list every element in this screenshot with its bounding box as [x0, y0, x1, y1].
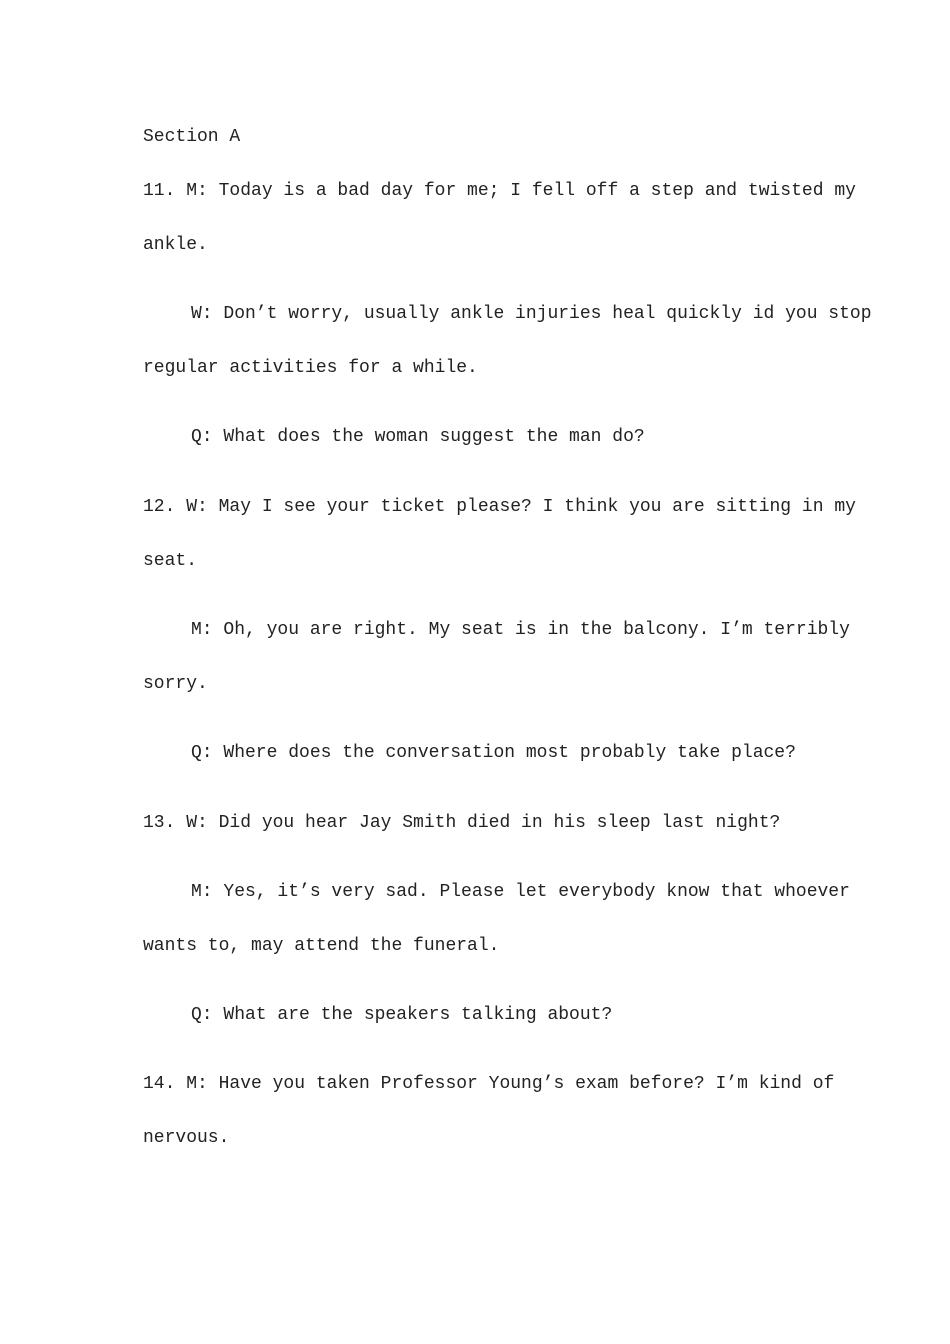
q11-man-line-cont: ankle.	[143, 235, 208, 255]
q11-woman-line: W: Don’t worry, usually ankle injuries heal quickly id you stop	[191, 304, 872, 324]
q13-man-line: M: Yes, it’s very sad. Please let everybody know that whoever	[191, 882, 850, 902]
q11-woman-line-cont: regular activities for a while.	[143, 358, 478, 378]
q12-woman-line: 12. W: May I see your ticket please? I think you are sitting in my	[143, 497, 856, 517]
q14-man-line-cont: nervous.	[143, 1128, 230, 1148]
q11-man-line: 11. M: Today is a bad day for me; I fell off a step and twisted my	[143, 181, 856, 201]
q12-man-line-cont: sorry.	[143, 674, 208, 694]
q13-man-line-cont: wants to, may attend the funeral.	[143, 936, 500, 956]
q13-question: Q: What are the speakers talking about?	[191, 1005, 613, 1025]
q14-man-line: 14. M: Have you taken Professor Young’s exam before? I’m kind of	[143, 1074, 835, 1094]
q12-question: Q: Where does the conversation most probably take place?	[191, 743, 796, 763]
section-heading: Section A	[143, 127, 241, 147]
q12-man-line: M: Oh, you are right. My seat is in the balcony. I’m terribly	[191, 620, 850, 640]
q11-question: Q: What does the woman suggest the man do?	[191, 427, 645, 447]
q13-woman-line: 13. W: Did you hear Jay Smith died in his sleep last night?	[143, 813, 781, 833]
q12-woman-line-cont: seat.	[143, 551, 198, 571]
